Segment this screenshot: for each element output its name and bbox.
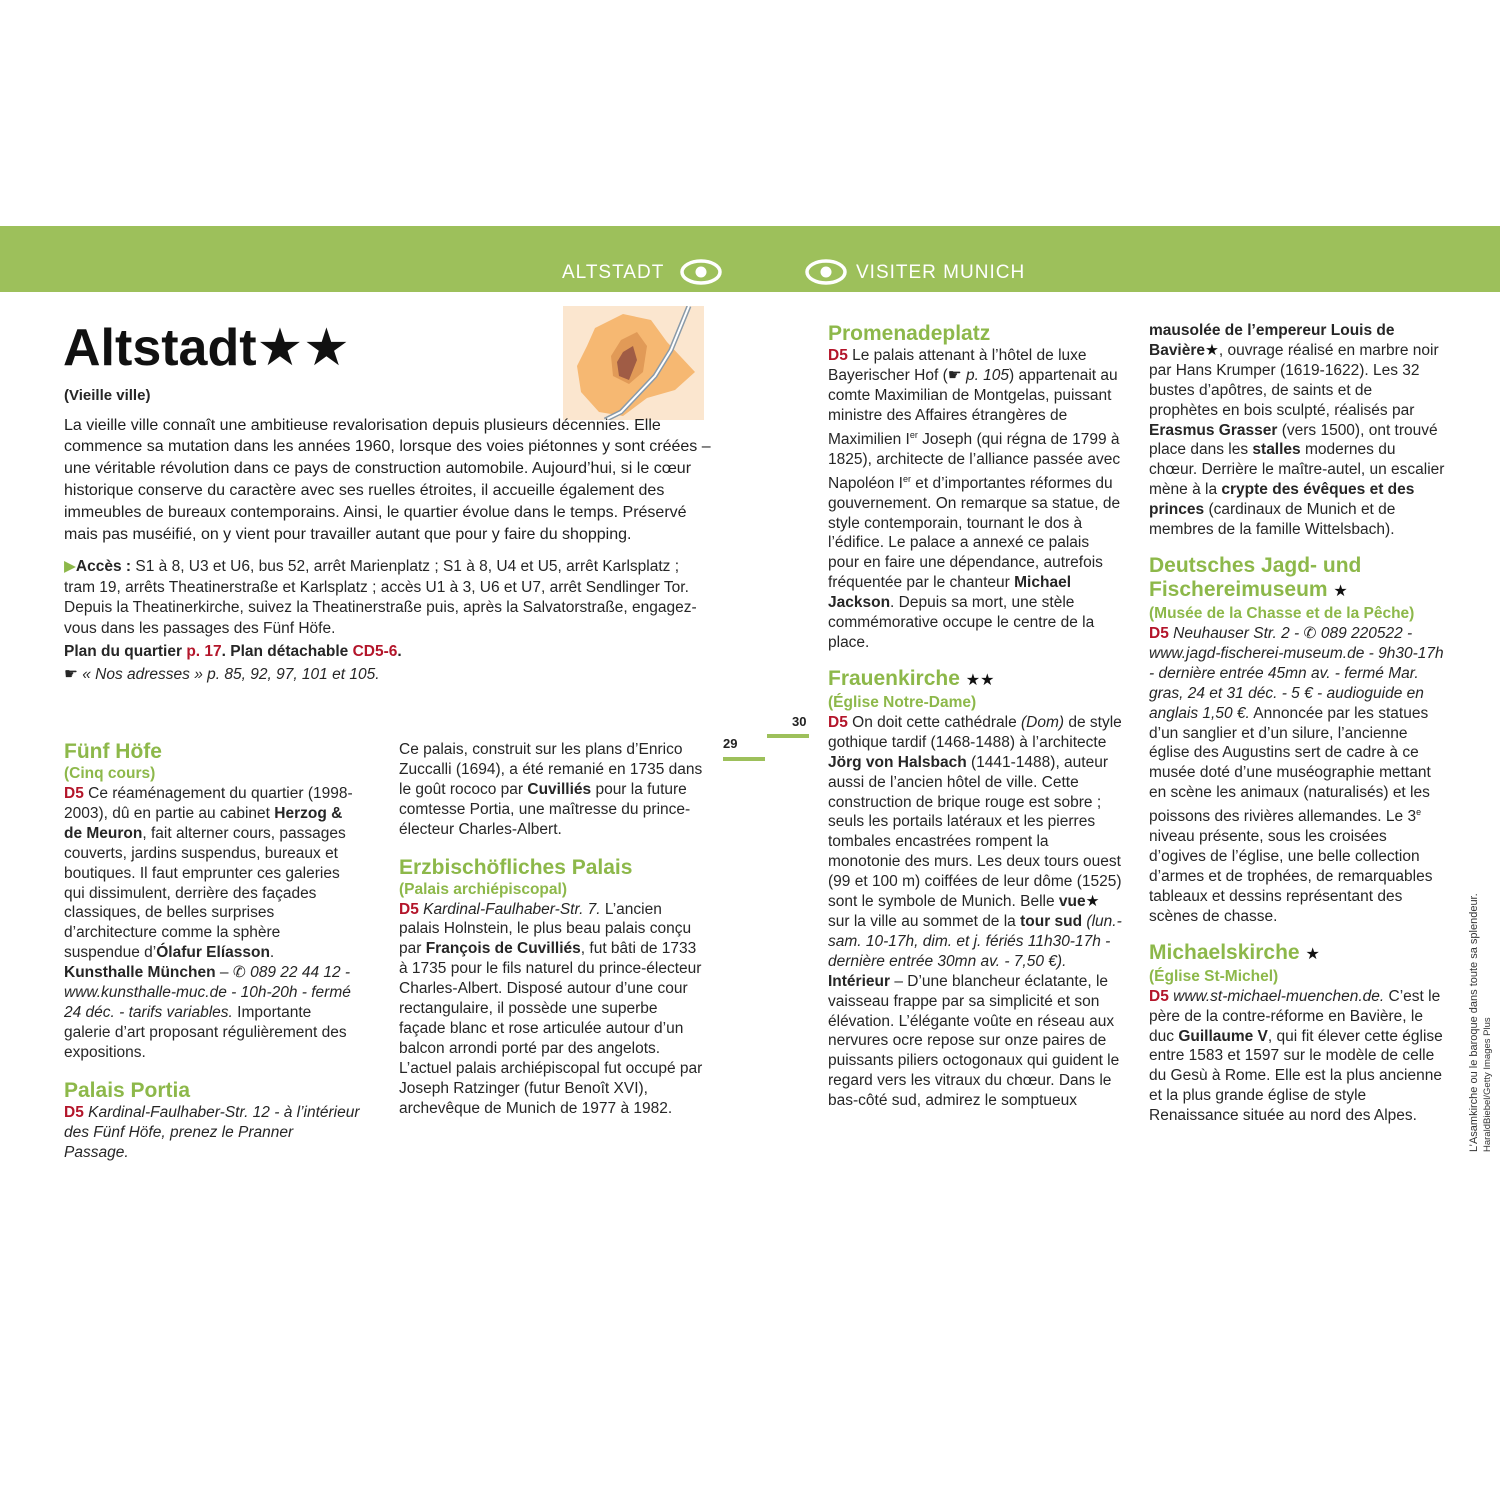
eye-icon [680,259,722,285]
map-ref: D5 [64,1103,84,1121]
header-underline [767,289,1500,292]
map-ref: D5 [1149,987,1169,1005]
frauenkirche-text: D5 On doit cette cathédrale (Dom) de style gothique tardif (1468-1488) à l’architecte Jörg von Halsbach (1441-1488), auteur aussi de l’ancien hôtel de ville. Cette construction de brique rouge est sobre ; seuls les portails latéraux et les pierres tombales encastrées rompent la monotonie des murs. Les deux tours ouest (99 et 100 m) coiffées de leur dôme (1525) sont le symbole de Munich. Belle vue★ sur la ville au sommet de la tour sud (lun.-sam. 10-17h, dim. et j. fériés 11h30-17h - dernière entrée 30mn av. - 7,50 €). Intérieur – D’une blancheur éclatante, le vaisseau frappe par sa simplicité et son élévation. L’élégante voûte en réseau aux nervures ocre repose sur onze paires de puissants piliers octogonaux qui guident le regard vers les vitraux du chœur. Dans le bas-côté sud, admirez le somptueux [828,713,1122,1110]
see-reference-icon: ☛ [64,665,78,683]
section-label-altstadt: ALTSTADT [562,262,665,283]
section-subheading: (Cinq cours) [64,765,156,782]
title-stars: ★★ [256,319,350,377]
intro-paragraph: La vieille ville connaît une ambitieuse revalorisation depuis plusieurs décennies. Elle commence sa mutation dans les années 1960, lorsque des voies piétonnes y sont créées – une véritable révolution dans ce pays de construction automobile. Aujourd’hui, si le cœur historique conserve du caractère avec ses ruelles étroites, il accueille également des immeubles de bureaux contemporains. Ainsi, le quartier évolue dans le temps. Préservé mais pas muséifié, on y vient pour travailler autant que pour y faire du shopping. [64,416,711,543]
section-heading-promenadeplatz: Promenadeplatz [828,322,991,345]
erzbischofliches-palais-text: D5 Kardinal-Faulhaber-Str. 7. L’ancien palais Holnstein, le plus beau palais conçu par François de Cuvilliés, fut bâti de 1733 à 1735 pour le fils naturel du prince-électeur Charles-Albert. Disposé autour d’une cour rectangulaire, il possède une superbe façade blanc et rose articulée autour d’un balcon arrondi porté par des angelots. L’actuel palais archiépiscopal fut occupé par Joseph Ratzinger (futur Benoît XVI), archevêque de Munich de 1977 à 1982. [399,900,703,1117]
access-label: Accès : [75,558,132,576]
page-marker-left [723,757,765,761]
michaelskirche-text: D5 www.st-michael-muenchen.de. C’est le père de la contre-réforme en Bavière, le duc Guillaume V, qui fit élever cette église entre 1583 et 1597 sur le modèle de celle du Gesù à Rome. Elle est la plus ancienne et la plus grande église de style Renaissance située au nord des Alpes. [1149,987,1443,1125]
map-ref: D5 [64,785,84,802]
frauenkirche-continued-text: mausolée de l’empereur Louis de Bavière★, ouvrage réalisé en marbre noir par Hans Krumper (1619-1622). Les 32 bustes d’apôtres, de saints et de prophètes en bois sculpté, réalisés par Erasmus Grasser (vers 1500), ont trouvé place dans les stalles modernes du chœur. Derrière le maître-autel, un escalier mène à la crypte des évêques et des princes (cardinaux de Munich et de membres de la famille Wittelsbach). [1149,322,1445,539]
photo-source: HaraldBiebel/Getty Images Plus [1482,1017,1493,1152]
map-ref: D5 [1149,624,1169,642]
phone-icon: ✆ [232,964,246,982]
photo-caption: L’Asamkirche ou le baroque dans toute sa splendeur. [1468,893,1480,1152]
triangle-right-icon: ▶ [64,558,76,576]
section-label-visiter-munich: VISITER MUNICH [856,262,1026,283]
plan-info [64,642,714,663]
section-heading-frauenkirche: Frauenkirche ★★ [828,666,995,690]
phone-icon: ✆ [1303,624,1317,642]
addresses-text: « Nos adresses » p. 85, 92, 97, 101 et 105. [82,665,380,683]
page-number-left: 29 [723,736,738,751]
section-heading-jagd-museum: Deutsches Jagd- und Fischereimuseum ★ [1149,553,1362,601]
section-subheading: (Église Notre-Dame) [828,693,977,711]
access-info [64,557,714,639]
section-subheading: (Musée de la Chasse et de la Pêche) [1149,604,1415,622]
section-subheading: (Palais archiépiscopal) [399,880,567,898]
page-number-right: 30 [792,714,807,729]
funf-hofe-text: D5 Ce réaménagement du quartier (1998-2003), dû en partie au cabinet Herzog & de Meuron, fait alterner cours, passages couverts, jardins suspendus, bureaux et boutiques. Il faut emprunter ces galeries qui dissimulent, derrière des façades classiques, de belles surprises d’architecture comme la sphère suspendue d’Ólafur Elíasson. Kunsthalle München – ✆ 089 22 44 12 - www.kunsthalle-muc.de - 10h-20h - fermé 24 déc. - tarifs variables. Importante galerie d’art proposant régulièrement des expositions. [64,785,353,1061]
addresses-info [64,665,714,686]
access-text: S1 à 8, U3 et U6, bus 52, arrêt Marienplatz ; S1 à 8, U4 et U5, arrêt Karlsplatz ; tram 19, arrêts Theatinerstraße et Karlsplatz ; accès U1 à 3, U6 et U7, arrêt Sendlinger Tor. Depuis la Theatinerkirche, suivez la Theatinerstraße puis, après la Salvatorstraße, engagez-vous dans les passages des Fünf Höfe. [64,558,697,637]
column-2 [399,740,704,1119]
plan-end: . [397,643,402,660]
plan-label: Plan du quartier [64,643,187,660]
rating-stars: ★ [1305,945,1320,963]
header-band [0,226,1500,292]
section-heading-erzbischofliches-palais: Erzbischöfliches Palais [399,855,633,879]
column-3 [828,322,1122,1111]
map-ref: D5 [828,713,848,731]
photo-credit [1468,893,1494,1152]
kunsthalle-name: Kunsthalle München [64,964,216,982]
rating-stars: ★ [1333,582,1348,600]
section-heading-funf-hofe: Fünf Höfe [64,740,162,763]
map-ref: D5 [399,900,419,918]
promenadeplatz-text: D5 Le palais attenant à l’hôtel de luxe Bayerischer Hof (☛ p. 105) appartenait au comte Maximilian de Montgelas, puissant ministre des Affaires étrangères de Maximilien Ier Joseph (qui régna de 1799 à 1825), architecte de l’alliance passée avec Napoléon Ier et d’importantes réformes du gouvernement. On remarque sa statue, de style contemporain, tournant le dos à l’édifice. Le palace a annexé ce palais pour en faire une dépendance, autrefois fréquentée par le chanteur Michael Jackson. Depuis sa mort, une stèle commémorative occupe le centre de la place. [828,347,1121,651]
plan-ref[interactable]: p. 17 [186,643,222,660]
eye-icon [805,259,847,285]
palais-portia-text: Ce palais, construit sur les plans d’Enrico Zuccalli (1694), a été remanié en 1735 dans le goût rococo par Cuvilliés pour la future comtesse Portia, une maîtresse du prince-électeur Charles-Albert. [399,741,703,838]
column-4 [1149,321,1445,1126]
see-reference-icon: ☛ [947,366,962,384]
page-marker-right [767,734,809,738]
palais-portia-address: D5 Kardinal-Faulhaber-Str. 12 - à l’intérieur des Fünf Höfe, prenez le Pranner Passage. [64,1103,360,1161]
intro-block [64,386,714,685]
column-1 [64,740,360,1162]
jagd-museum-text: D5 Neuhauser Str. 2 - ✆ 089 220522 - www.jagd-fischerei-museum.de - 9h30-17h - dernière entrée 45mn av. - fermé Mar. gras, 24 et 31 déc. - 5 € - audioguide en anglais 1,50 €. Annoncée par les statues d’un sanglier et d’un silure, l’ancienne église des Augustins sert de cadre à ce musée doté d’une muséographie mettant en scène les animaux (naturalisés) et les poissons des rivières allemandes. Le 3e niveau présente, sous les croisées d’ogives de l’église, une belle collection d’armes et de trophées, de remarquables tableaux et dessins représentant des scènes de chasse. [1149,624,1444,925]
plan-ref-2[interactable]: CD5-6 [352,643,398,660]
title-text: Altstadt [63,319,257,377]
rating-stars: ★★ [965,671,995,689]
intro-subtitle: (Vieille ville) [64,387,151,404]
section-heading-michaelskirche: Michaelskirche ★ [1149,940,1320,964]
map-ref: D5 [828,347,848,364]
section-subheading: (Église St-Michel) [1149,967,1279,985]
section-heading-palais-portia: Palais Portia [64,1078,191,1102]
page-title [63,318,350,378]
plan-label-2: . Plan détachable [221,643,353,660]
